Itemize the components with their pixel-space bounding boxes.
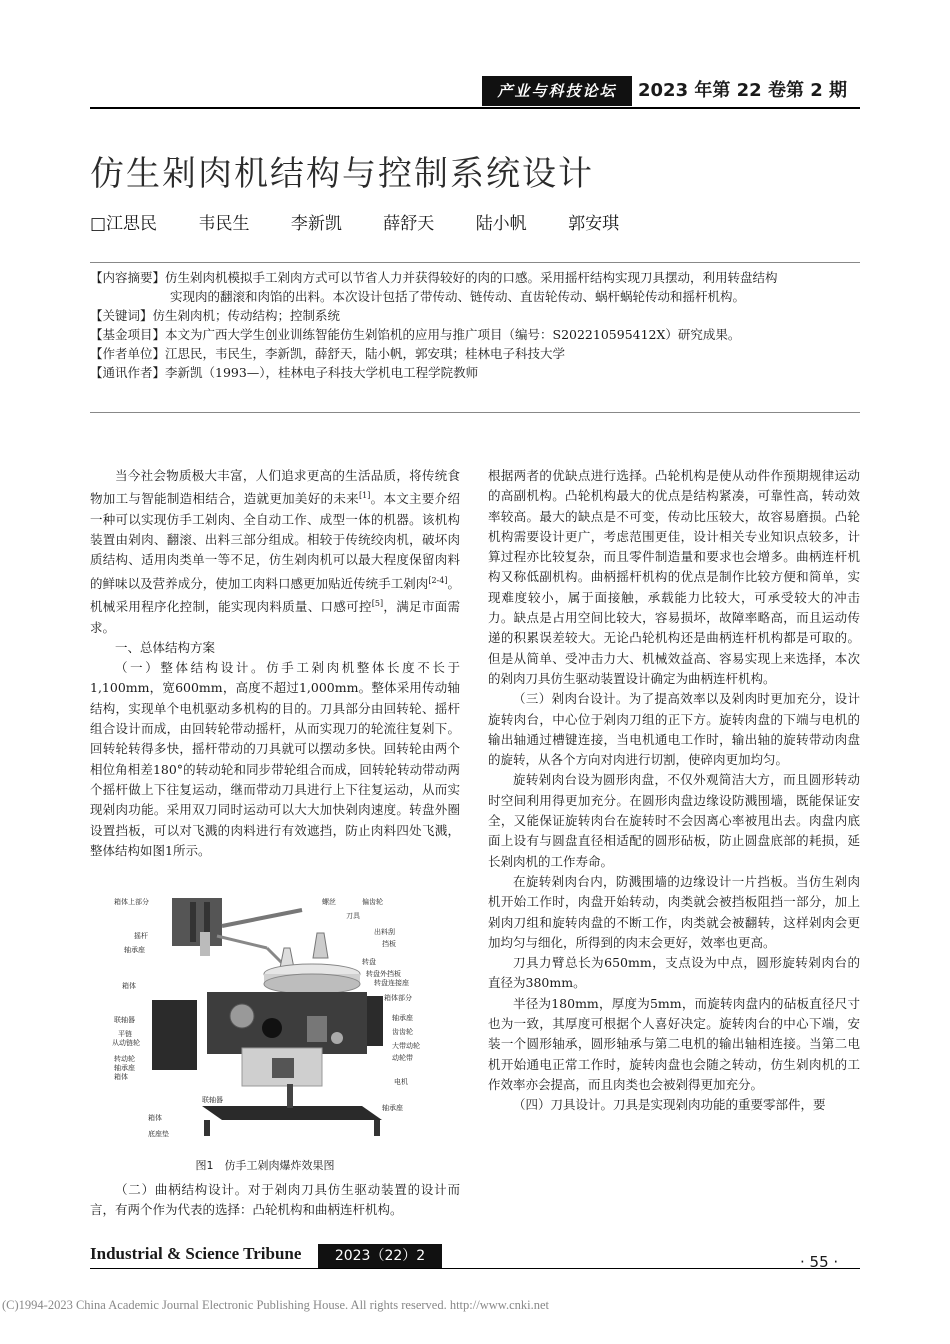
paragraph-baffle: 在旋转剁肉台内，防溅围墙的边缘设计一片挡板。当仿生剁肉机开始工作时，肉盘开始转动，肉类就会被挡板阻挡一部分，加上剁肉刀组和旋转肉盘的不断工作，肉类就会被翻转，这样剁肉会更加均匀与细化，所得到的肉末会更好，效率也更高。 <box>488 873 860 950</box>
label-rocker: 摇杆 <box>134 932 148 940</box>
author-affiliation: 【作者单位】江思民，韦民生，李新凯，薛舒天，陆小帆，郭安琪；桂林电子科技大学 <box>90 346 566 361</box>
label-coupling-2: 联轴器 <box>202 1096 223 1104</box>
citation: [2-4] <box>428 575 448 585</box>
label-spiral: 螺丝 <box>322 898 336 906</box>
label-outlet: 出料刮 <box>374 928 395 936</box>
footer-issue-badge: 2023（22）2 <box>318 1244 442 1268</box>
label-motor: 电机 <box>394 1078 408 1086</box>
issue-info: 2023 年第 22 卷第 2 期 <box>638 80 848 101</box>
label-driven-sprocket: 从动链轮 <box>112 1039 140 1047</box>
header-rule <box>90 107 860 109</box>
label-turntable: 转盘 <box>362 958 376 966</box>
author: 韦民生 <box>198 214 250 234</box>
section-heading: 一、总体结构方案 <box>115 639 216 655</box>
fund-project: 【基金项目】本文为广西大学生创业训练智能仿生剁馅机的应用与推广项目（编号：S202210595412X）研究成果。 <box>90 327 741 342</box>
exploded-view-figure <box>112 888 440 1150</box>
label-box-left: 箱体 <box>122 982 136 990</box>
author-list <box>90 209 641 234</box>
abstract-bottom-rule <box>90 412 860 413</box>
paragraph-crank-design: （二）曲柄结构设计。对于剁肉刀具仿生驱动装置的设计而言，有两个作为代表的选择：凸轮机构和曲柄连杆机构。 <box>90 1182 460 1218</box>
footer-rule <box>90 1268 860 1269</box>
abstract-summary: 【内容摘要】仿生剁肉机模拟手工剁肉方式可以节省人力并获得较好的肉的口感。采用摇杆结构实现刀具摆动，利用转盘结构 <box>90 270 778 285</box>
label-spur-gear: 齿齿轮 <box>392 1028 413 1036</box>
label-drive-wheel: 转动轮 <box>114 1055 135 1063</box>
label-box-part: 箱体部分 <box>384 994 412 1002</box>
label-big-pulley: 大带动轮 <box>392 1042 420 1050</box>
corresponding-author: 【通讯作者】李新凯（1993—），桂林电子科技大学机电工程学院教师 <box>90 365 479 380</box>
abstract-summary-cont: 实现肉的翻滚和肉馅的出料。本次设计包括了带传动、链传动、直齿轮传动、蜗杆蜗轮传动和摇杆机构。 <box>170 289 746 304</box>
box-left-panel <box>152 1000 197 1070</box>
paragraph-mechanism-compare: 根据两者的优缺点进行选择。凸轮机构是使从动件作预期规律运动的高副机构。凸轮机构最大的优点是结构紧凑，可靠性高，转动效率较高。最大的缺点是不可变，传动比压较大，故容易磨损。凸轮机构需要设计更广，考虑范围更佳，设计相关专业知识点较多，计算过程亦比较复杂，而且零件制造量和要求也会增多。曲柄连杆机构又称低副机构。曲柄摇杆机构的优点是制作比较方便和简单，实现难度较小，属于面接触，承载能力比较大，可承受较大的冲击力。缺点是占用空间比较大，容易损坏，故障率略高，而且运动传递的积累误差较大。无论凸轮机构还是曲柄连杆机构都是可取的。但是从简单、受冲击力大、机械效益高、容易实现上来选择，本次的剁肉刀具仿生驱动装置设计确定为曲柄连杆机构。 <box>488 468 860 686</box>
left-column-bottom <box>90 1180 460 1221</box>
label-drive-gear: 动轮带 <box>392 1054 413 1062</box>
keywords: 【关键词】仿生剁肉机；传动结构；控制系统 <box>90 308 341 323</box>
paragraph-overall-structure: （一）整体结构设计。仿手工剁肉机整体长度不长于1,100mm，宽600mm，高度不超过1,000mm。整体采用传动轴结构，实现单个电机驱动多机构的目的。刀具部分由回转轮、摇杆组合设计而成，由回转轮带动摇杆，从而实现刀的轮流往复剁下。回转轮转得多快，摇杆带动的刀具就可以摆动多快。回转轮由两个相位角相差180°的转动轮和同步带轮组合而成，回转轮转动带动两个摇杆做上下往复运动，继而带动刀具进行上下往复运动，从而实现剁肉功能。采用双刀同时运动可以大大加快剁肉速度。转盘外圈设置挡板，可以对飞溅的肉料进行有效遮挡，防止肉料四处飞溅，整体结构如图1所示。 <box>90 660 460 858</box>
label-bearing-seat-2: 轴承座 <box>114 1064 135 1072</box>
label-box-2: 箱体 <box>114 1073 128 1081</box>
label-baffle: 挡板 <box>382 940 396 948</box>
author: 李新凯 <box>290 214 342 234</box>
rocker-arm <box>222 910 302 926</box>
left-column <box>90 466 460 861</box>
journal-badge: 产业与科技论坛 <box>482 76 632 106</box>
label-gear: 偏齿轮 <box>362 898 383 906</box>
page-number: · 55 · <box>800 1253 839 1271</box>
label-turntable-conn: 转盘连接座 <box>374 979 409 987</box>
paper-title: 仿生剁肉机结构与控制系统设计 <box>90 154 594 194</box>
paragraph-intro: 当今社会物质极大丰富，人们追求更高的生活品质，将传统食物加工与智能制造相结合，造就更加美好的未来[1]。本文主要介绍一种可以实现仿手工剁肉、全自动工作、成型一体的机器。该机构装置由剁肉、翻滚、出料三部分组成。相较于传统绞肉机，破坏肉质结构、适用肉类单一等不足，仿生剁肉机可以最大程度保留肉料的鲜味以及营养成分，使加工肉料口感更加贴近传统手工剁肉[2-4]。机械采用程序化控制，能实现肉料质量、口感可控[5]，满足市面需求。 <box>90 468 460 635</box>
right-column <box>488 466 860 1116</box>
label-bearing-seat: 轴承座 <box>124 946 145 954</box>
figure-caption: 图1 仿手工剁肉爆炸效果图 <box>195 1159 335 1172</box>
box-middle <box>207 992 367 1054</box>
paragraph-round-plate: 旋转剁肉台设为圆形肉盘，不仅外观简洁大方，而且圆形转动时空间利用得更加充分。在圆形肉盘边缘设防溅围墙，既能保证安全，又能保证旋转肉台在旋转时不会因离心率被甩出去。肉盘内底面上设有与圆盘直径相适配的圆形砧板，防止圆盘底部的耗损，延长剁肉机的工作寿命。 <box>488 772 860 869</box>
label-flat-chain: 平链 <box>118 1030 132 1038</box>
journal-english-name: Industrial & Science Tribune <box>90 1244 302 1263</box>
author: 陆小帆 <box>475 214 527 234</box>
paragraph-table-design: （三）剁肉台设计。为了提高效率以及剁肉时更加充分，设计旋转肉台，中心位于剁肉刀组的正下方。旋转肉盘的下端与电机的输出轴通过槽键连接，当电机通电工作时，输出轴的旋转带动肉盘的旋转，从各个方向对肉进行切割，使碎肉更加均匀。 <box>488 691 860 768</box>
paragraph-knife-design: （四）刀具设计。刀具是实现剁肉功能的重要零部件，要 <box>513 1097 826 1113</box>
label-bearing-seat-4: 轴承座 <box>382 1104 403 1112</box>
box-top-part <box>172 898 222 946</box>
label-base-pad: 底座垫 <box>148 1130 169 1138</box>
base-plate <box>202 1106 382 1120</box>
paragraph-arm-length: 刀具力臂总长为650mm，支点设为中点，圆形旋转剁肉台的直径为380mm。 <box>488 955 860 991</box>
abstract-top-rule <box>90 262 860 263</box>
label-box-top: 箱体上部分 <box>114 898 149 906</box>
label-bearing-seat-3: 轴承座 <box>392 1014 413 1022</box>
author: 郭安琪 <box>568 214 620 234</box>
author: □江思民 <box>90 214 158 234</box>
label-coupling: 联轴器 <box>114 1016 135 1024</box>
copyright-line: (C)1994-2023 China Academic Journal Electronic Publishing House. All rights reserved. http://www.cnki.net <box>2 1298 550 1312</box>
abstract-block <box>90 268 860 408</box>
citation: [5] <box>371 599 384 609</box>
label-knife: 刀具 <box>346 912 360 920</box>
author: 薛舒天 <box>383 214 435 234</box>
paragraph-radius: 半径为180mm，厚度为5mm，而旋转肉盘内的砧板直径尺寸也为一致，其厚度可根据个人喜好决定。旋转肉台的中心下端，安装一个圆形轴承，圆形轴承与第二电机的输出轴相连接。当第二电机开始通电正常工作时，旋转肉盘也会随之转动，仿生剁肉机的工作效率亦会提高，而且肉类也会被剁得更加充分。 <box>488 995 860 1092</box>
label-turntable-baffle: 转盘外挡板 <box>366 970 401 978</box>
citation: [1] <box>358 491 371 501</box>
label-box-bottom: 箱体 <box>148 1114 162 1122</box>
